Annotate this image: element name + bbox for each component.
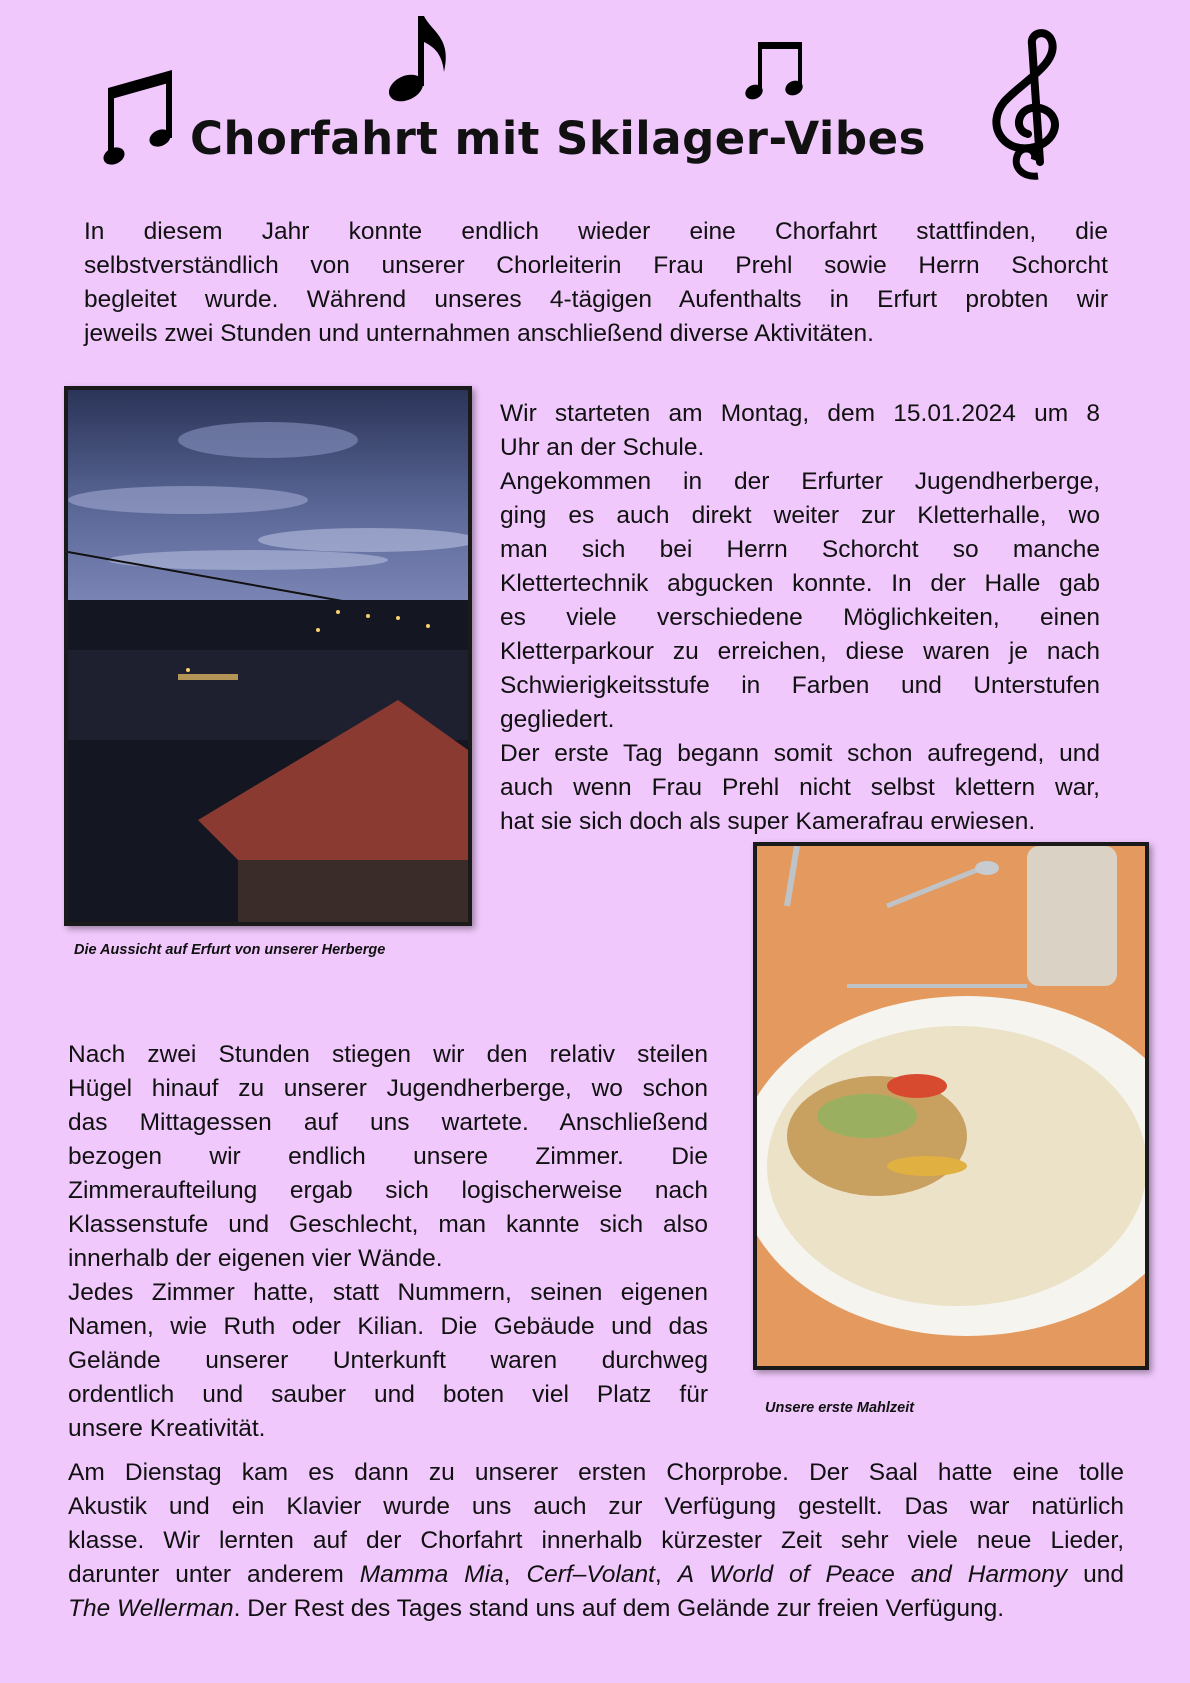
text-line: Klassenstufe und Geschlecht, man kannte sich also: [68, 1211, 708, 1238]
text-segment: . Der Rest des Tages stand uns auf dem Gelände zur freien Verfügung.: [233, 1595, 1005, 1622]
text-line: ordentlich und sauber und boten viel Platz für: [68, 1381, 708, 1408]
photo-erfurt-view: [64, 386, 472, 926]
text-line: Zimmeraufteilung ergab sich logischerweise nach: [68, 1177, 708, 1204]
paragraph-tuesday: [68, 1456, 1124, 1626]
song-title: The Wellerman: [68, 1595, 234, 1622]
text-line: innerhalb der eigenen vier Wände.: [68, 1245, 443, 1272]
text-line: Nach zwei Stunden stiegen wir den relativ steilen: [68, 1041, 708, 1068]
text-line: Angekommen in der Erfurter Jugendherberge,: [500, 468, 1100, 495]
beamed-eighth-notes-icon: [100, 66, 182, 170]
text-line: Akustik und ein Klavier wurde uns auch zur Verfügung gestellt. Das war natürlich: [68, 1493, 1124, 1520]
text-segment: ,: [503, 1561, 527, 1588]
text-line: Uhr an der Schule.: [500, 434, 705, 461]
text-line: Kletterparkour zu erreichen, diese waren je nach: [500, 638, 1100, 665]
treble-clef-icon: [982, 26, 1078, 182]
eighth-note-icon: [372, 12, 456, 108]
text-line: hat sie sich doch als super Kamerafrau erwiesen.: [500, 808, 1036, 835]
text-segment: ,: [654, 1561, 678, 1588]
text-line: jeweils zwei Stunden und unternahmen anschließend diverse Aktivitäten.: [84, 320, 874, 347]
photo-caption-view: Die Aussicht auf Erfurt von unserer Herberge: [74, 942, 386, 958]
text-line: klasse. Wir lernten auf der Chorfahrt innerhalb kürzester Zeit sehr viele neue Lieder,: [68, 1527, 1124, 1554]
text-line: gegliedert.: [500, 706, 615, 733]
text-line: Wir starteten am Montag, dem 15.01.2024 um 8: [500, 400, 1100, 427]
intro-paragraph: [84, 215, 1108, 351]
text-line: unsere Kreativität.: [68, 1415, 266, 1442]
text-line: Klettertechnik abgucken konnte. In der Halle gab: [500, 570, 1100, 597]
page-title: Chorfahrt mit Skilager-Vibes: [190, 112, 926, 165]
text-line: man sich bei Herrn Schorcht so manche: [500, 536, 1100, 563]
paragraph-accommodation: [68, 1038, 708, 1446]
beamed-notes-icon: [744, 38, 806, 104]
photo-first-meal: [753, 842, 1149, 1370]
text-line: begleitet wurde. Während unseres 4-tägigen Aufenthalts in Erfurt probten wir: [84, 286, 1108, 313]
text-line: bezogen wir endlich unsere Zimmer. Die: [68, 1143, 708, 1170]
song-title: A World of Peace and Harmony: [677, 1561, 1068, 1588]
text-line: das Mittagessen auf uns wartete. Anschließend: [68, 1109, 708, 1136]
text-line: auch wenn Frau Prehl nicht selbst klettern war,: [500, 774, 1100, 801]
song-title: Cerf–Volant: [526, 1561, 655, 1588]
text-line: selbstverständlich von unserer Chorleiterin Frau Prehl sowie Herrn Schorcht: [84, 252, 1108, 279]
text-line: Schwierigkeitsstufe in Farben und Unterstufen: [500, 672, 1100, 699]
text-line: Jedes Zimmer hatte, statt Nummern, seinen eigenen: [68, 1279, 708, 1306]
text-line: ging es auch direkt weiter zur Kletterhalle, wo: [500, 502, 1100, 529]
text-line: [68, 1592, 1124, 1626]
text-segment: und: [1067, 1561, 1124, 1588]
text-line: es viele verschiedene Möglichkeiten, einen: [500, 604, 1100, 631]
text-line: Hügel hinauf zu unserer Jugendherberge, wo schon: [68, 1075, 708, 1102]
text-line: Namen, wie Ruth oder Kilian. Die Gebäude und das: [68, 1313, 708, 1340]
song-title: Mamma Mia: [359, 1561, 504, 1588]
text-line: [68, 1558, 1124, 1592]
photo-caption-meal: Unsere erste Mahlzeit: [765, 1400, 915, 1416]
text-segment: darunter unter anderem: [68, 1561, 360, 1588]
paragraph-monday: [500, 397, 1100, 839]
text-line: In diesem Jahr konnte endlich wieder eine Chorfahrt stattfinden, die: [84, 218, 1108, 245]
text-line: Gelände unserer Unterkunft waren durchweg: [68, 1347, 708, 1374]
text-line: Der erste Tag begann somit schon aufregend, und: [500, 740, 1100, 767]
text-line: Am Dienstag kam es dann zu unserer ersten Chorprobe. Der Saal hatte eine tolle: [68, 1459, 1124, 1486]
